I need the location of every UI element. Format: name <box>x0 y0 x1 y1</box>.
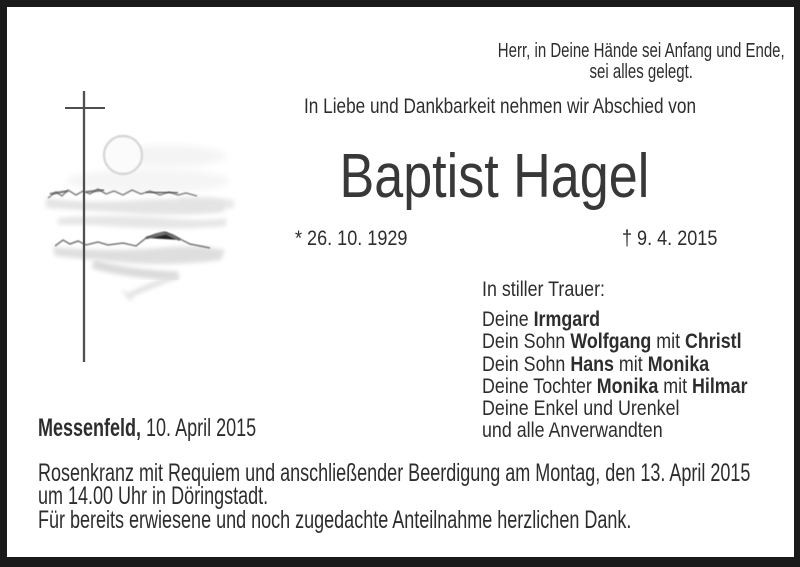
place-date-line <box>38 416 256 441</box>
mourner-line: Dein Sohn Hans mit Monika <box>482 352 710 376</box>
place-name: Messenfeld, <box>38 414 142 442</box>
epigraph <box>450 41 783 83</box>
mourner-line: und alle Anverwandten <box>482 419 663 443</box>
mourning-header: In stiller Trauer: <box>482 278 606 301</box>
thanks-line: Für bereits erwiesene und noch zugedachte Anteilnahme herzlichen Dank. <box>38 506 632 534</box>
sun-icon <box>104 136 142 174</box>
epigraph-line1: Herr, in Deine Hände sei Anfang und Ende, <box>497 40 785 62</box>
mourner-line: Deine Enkel und Urenkel <box>482 397 680 421</box>
birth-date: * 26. 10. 1929 <box>295 227 408 250</box>
cross-icon <box>65 91 105 362</box>
mourning-section <box>482 279 748 443</box>
deceased-name: Baptist Hagel <box>339 142 649 211</box>
mourner-line: Deine Irmgard <box>482 308 601 331</box>
intro-line: In Liebe und Dankbarkeit nehmen wir Abschied von <box>304 94 697 118</box>
epigraph-line2: sei alles gelegt. <box>589 61 693 83</box>
notice-date: 10. April 2015 <box>141 414 257 442</box>
funeral-info <box>38 459 751 510</box>
mourner-line: Deine Tochter Monika mit Hilmar <box>482 374 748 398</box>
cross-landscape-illustration <box>28 86 243 376</box>
deceased-name-row <box>194 142 794 211</box>
death-date: † 9. 4. 2015 <box>622 227 718 250</box>
funeral-line2: um 14.00 Uhr in Döringstadt. <box>38 482 269 510</box>
funeral-line1: Rosenkranz mit Requiem und anschließender Beerdigung am Montag, den 13. April 2015 <box>38 459 751 487</box>
mourner-line: Dein Sohn Wolfgang mit Christl <box>482 330 742 354</box>
